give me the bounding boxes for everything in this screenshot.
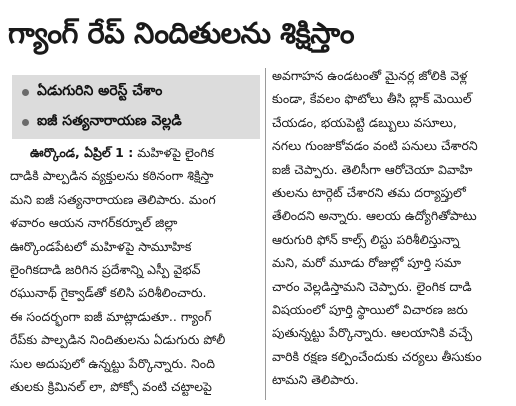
- article-line-text: మహిళపై లైంగిక: [137, 145, 215, 160]
- article-column-left: [10, 141, 260, 401]
- article-line: అవగాహన ఉండటంతో మైనర్ల జోలికి వెళ్ల: [272, 68, 468, 83]
- article-line: రఘునాథ్ గైక్వాడ్‌తో కలిసి పరిశీలించారు.: [10, 285, 207, 301]
- article-line: ఈ సందర్భంగా ఐజీ మాట్లాడుతూ.. గ్యాంగ్: [10, 308, 212, 324]
- article-line: మని, మరో మూడు రోజుల్లో పూర్తి సమా: [272, 255, 462, 271]
- dateline: ఊర్కొండ, ఏప్రిల్ 1 :: [30, 145, 134, 160]
- article-line: సుల అదుపులో ఉన్నట్టు పేర్కొన్నారు. నింది: [10, 355, 215, 371]
- article-line: లైంగికదాడి జరిగిన ప్రదేశాన్ని ఎస్పీ వైభవ్: [10, 261, 201, 277]
- highlight-text: ఐజీ సత్యనారాయణ వెల్లడి: [37, 112, 182, 129]
- article-line: మని ఐజీ సత్యనారాయణ తెలిపారు. మంగ: [10, 191, 216, 207]
- article-line: వారికి రక్షణ కల్పించేందుకు చర్యలు తీసుకుం: [272, 348, 482, 364]
- article-line: టామని తెలిపారు.: [272, 372, 359, 388]
- article-line: చేయడం, భయపెట్టి డబ్బులు వసూలు,: [272, 114, 457, 130]
- article-line: తులకు క్రిమినల్ లా, పోక్సో వంటి చట్టాలపై: [10, 378, 212, 394]
- article-line: రేప్‌కు పాల్పడిన నిందితులను ఏడుగురు పోలీ: [10, 332, 226, 348]
- article-line: చారం వెల్లడిస్తామని చెప్పారు. లైంగిక దాడి: [272, 278, 472, 294]
- article-line: విషయంలో పూర్తి స్థాయిలో విచారణ జరు: [272, 301, 468, 317]
- article-line: నగలు గుంజుకోవడం వంటి పనులు చేశారని: [272, 138, 478, 154]
- highlight-item: [12, 78, 260, 106]
- highlights-box: [12, 75, 260, 139]
- bullet-icon: [22, 89, 29, 96]
- highlight-text: ఏడుగురిని అరెస్ట్ చేశాం: [37, 82, 163, 99]
- article-line: తులను టార్గెట్ చేశారని తమ దర్యాప్తులో: [272, 184, 466, 200]
- article-line: ఐజీ చెప్పారు. తెలిసీగా ఆరోచెయా వివాహి: [272, 161, 473, 177]
- highlight-item: [12, 108, 260, 136]
- article-line: ళవారం ఆయన నాగర్‌కర్నూల్ జిల్లా: [10, 215, 178, 231]
- column-divider: [265, 68, 266, 400]
- article-line: తేలిందని అన్నారు. ఆలయ ఉద్యోగితోపాటు: [272, 208, 477, 224]
- bullet-icon: [22, 119, 29, 126]
- article-line: ఊర్కొండపేటలో మహిళపై సామూహిక: [10, 238, 192, 254]
- article-line: దాడికి పాల్పడిన వ్యక్తులను కఠినంగా శిక్షిస్తా: [10, 168, 214, 184]
- article-line: [10, 141, 260, 164]
- article-line: పుతున్నట్టు పేర్కొన్నారు. ఆలయానికి వచ్చే: [272, 325, 473, 341]
- article-column-right: [272, 64, 512, 402]
- article-line: ఆరుగురి ఫోన్ కాల్స్ లిస్టు పరిశీలిస్తున్నా: [272, 231, 460, 247]
- article-line: కుండా, కేవలం ఫొటోలు తీసి బ్లాక్ మెయిల్: [272, 91, 472, 107]
- headline: గ్యాంగ్ రేప్ నిందితులను శిక్షిస్తాం: [8, 16, 355, 50]
